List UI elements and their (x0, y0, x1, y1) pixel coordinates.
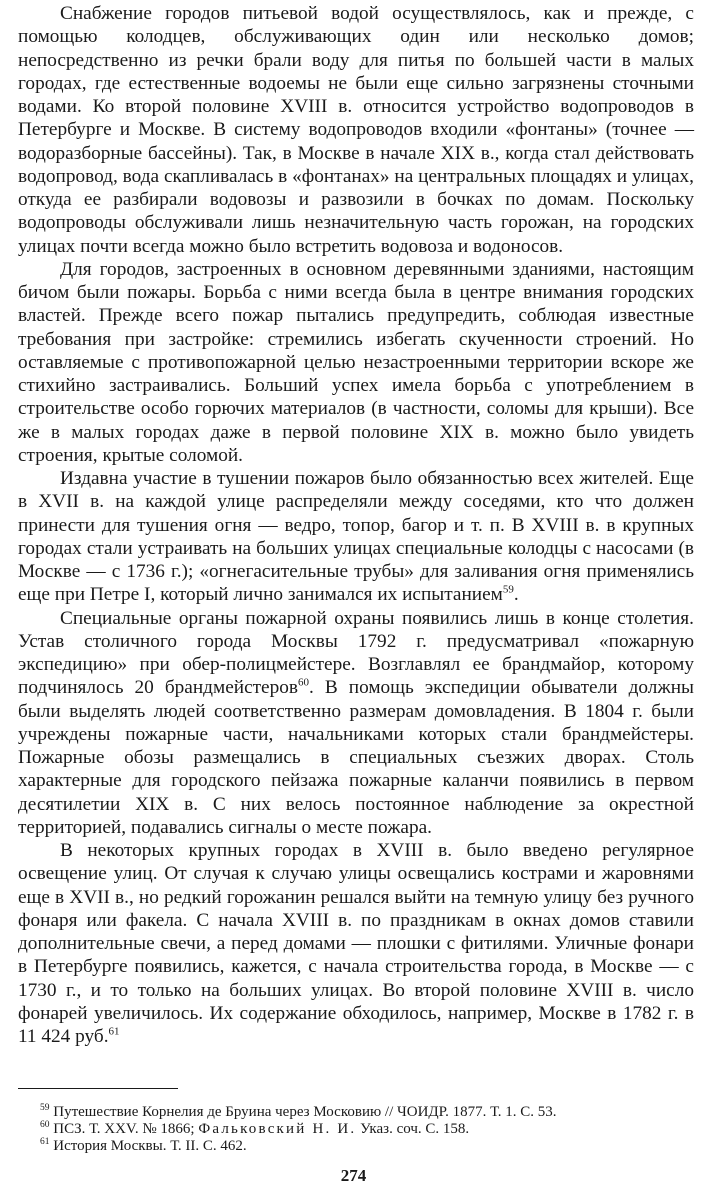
page-number: 274 (340, 1166, 367, 1185)
paragraph (18, 839, 694, 1048)
footnote-number: 60 (40, 1120, 50, 1130)
text-run: История Москвы. Т. II. С. 462. (49, 1138, 247, 1154)
text-run: Специальные органы пожарной охраны появились лишь в конце столетия. Устав столичного города Москвы 1792 г. предусматривал «пожарную экспедицию» при обер-полицмейстере. Возглавлял ее брандмайор, которому подчинялось 20 брандмейстеров (18, 607, 694, 699)
paragraph (18, 467, 694, 607)
footnotes (18, 1104, 694, 1155)
footnote-number: 61 (40, 1137, 50, 1147)
footnote-ref: 61 (108, 1025, 120, 1038)
paragraph (18, 2, 694, 258)
paragraph (18, 258, 694, 467)
footnote (18, 1104, 694, 1121)
text-run: Указ. соч. С. 158. (356, 1121, 470, 1137)
author-name: Фальковский Н. И. (198, 1121, 357, 1137)
footnote-ref: 60 (298, 676, 309, 689)
text-run: . (513, 584, 519, 606)
footnote-ref: 59 (502, 583, 514, 596)
text-run: Путешествие Корнелия де Бруина через Московию // ЧОИДР. 1877. Т. 1. С. 53. (49, 1104, 557, 1120)
text-run: Снабжение городов питьевой водой осуществлялось, как и прежде, с помощью колодцев, обслуживающих один или несколько домов; непосредственно из речки брали воду для питья по большей части в малых городах, где естественные водоемы не были еще сильно загрязнены сточными водами. Ко второй половине XVIII в. относится устройство водопроводов в Петербурге и Москве. В систему водопроводов входили «фонтаны» (точнее — водоразборные бассейны). Так, в Москве в начале XIX в., когда стал действовать водопровод, вода скапливалась в «фонтанах» на центральных площадях и улицах, откуда ее разбирали водовозы и развозили в бочках по домам. Поскольку водопроводы обслуживали лишь незначительную часть горожан, на городских улицах почти всегда можно было встретить водовоза и водоносов. (18, 3, 694, 257)
main-text (18, 2, 694, 1048)
text-run: ПСЗ. Т. XXV. № 1866; (49, 1121, 199, 1137)
text-run: Для городов, застроенных в основном деревянными зданиями, настоящим бичом были пожары. Борьба с ними всегда была в центре внимания городских властей. Прежде всего пожар пытались предупредить, соблюдая известные требования при застройке: стремились избегать скученности строений. Но оставляемые с противопожарной целью незастроенными территории вскоре же стихийно застраивались. Больший успех имела борьба с употреблением в строительстве особо горючих материалов (в частности, соломы для крыши). Все же в малых городах даже в первой половине XIX в. можно было увидеть строения, крытые соломой. (18, 258, 694, 466)
footnote-number: 59 (40, 1103, 50, 1113)
paragraph (18, 607, 694, 840)
footnote-separator (18, 1088, 178, 1089)
footnote (18, 1121, 694, 1138)
footnote (18, 1138, 694, 1155)
text-run: . В помощь экспедиции обыватели должны были выделять людей соответственно размерам домовладения. В 1804 г. были учреждены пожарные части, начальниками которых стали брандмейстеры. Пожарные обозы размещались в специальных съезжих дворах. Столь характерные для городского пейзажа пожарные каланчи появились в первом десятилетии XIX в. С них велось постоянное наблюдение за окрестной территорией, подавались сигналы о месте пожара. (18, 677, 694, 838)
text-run: Издавна участие в тушении пожаров было обязанностью всех жителей. Еще в XVII в. на каждой улице распределяли между соседями, кто что должен принести для тушения огня — ведро, топор, багор и т. п. В XVIII в. в крупных городах стали устраивать на больших улицах специальные колодцы с насосами (в Москве — с 1736 г.); «огнегасительные трубы» для заливания огня применялись еще при Петре I, который лично занимался их испытанием (18, 468, 694, 606)
text-run: В некоторых крупных городах в XVIII в. было введено регулярное освещение улиц. От случая к случаю улицы освещались кострами и жаровнями еще в XVII в., но редкий горожанин решался выйти на темную улицу без ручного фонаря или факела. С начала XVIII в. по праздникам в окнах домов ставили дополнительные свечи, а перед домами — плошки с фитилями. Уличные фонари в Петербурге появились, кажется, с начала строительства города, в Москве — с 1730 г., и то только на больших улицах. Во второй половине XVIII в. число фонарей увеличилось. Их содержание обходилось, например, Москве в 1782 г. в 11 424 руб. (18, 840, 694, 1047)
